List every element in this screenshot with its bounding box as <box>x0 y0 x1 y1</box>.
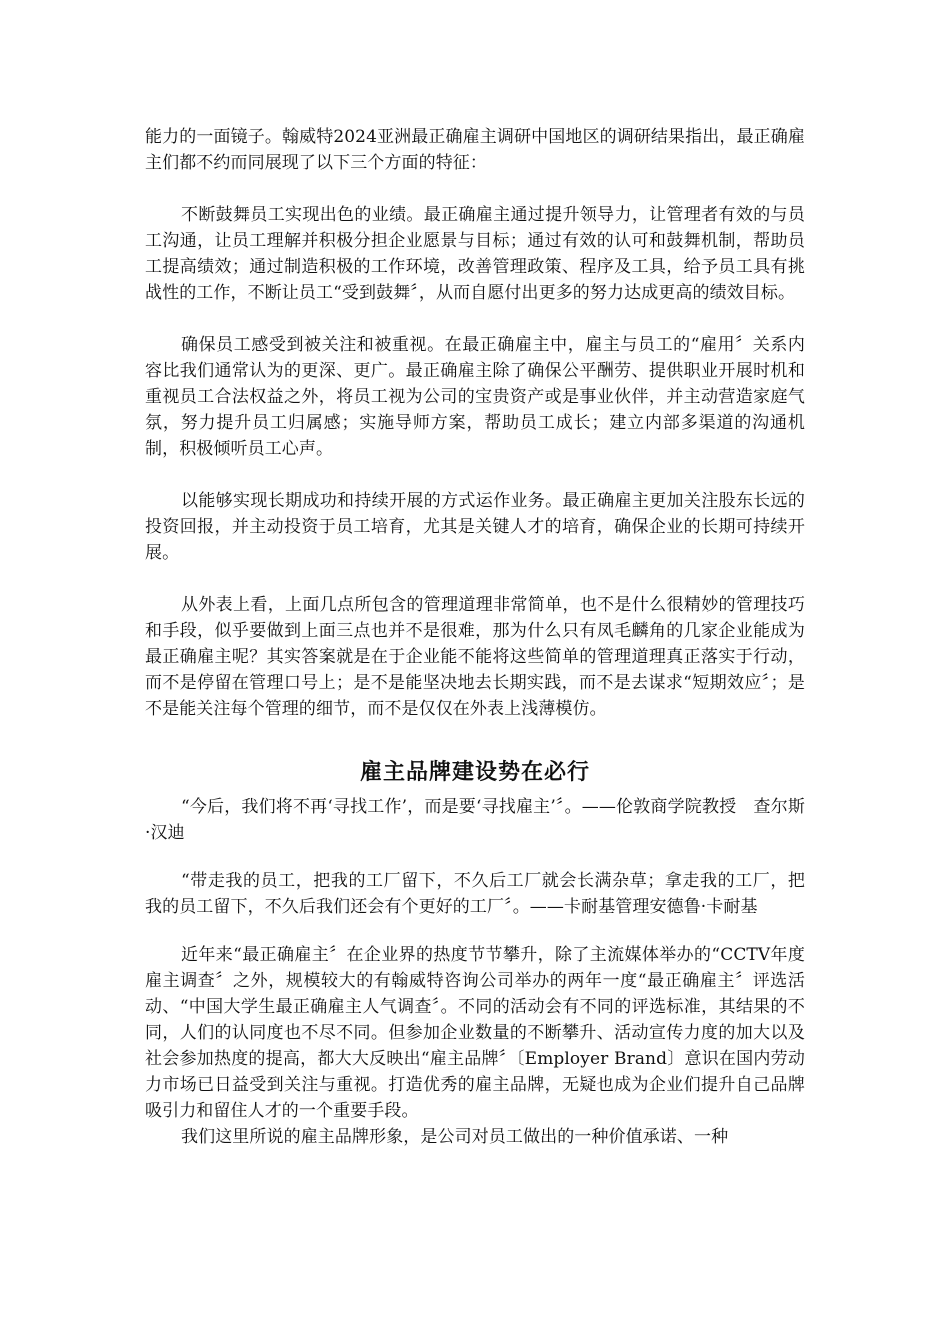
feature-paragraph-longterm: 以能够实现长期成功和持续开展的方式运作业务。最正确雇主更加关注股东长远的投资回报，并主动投资于员工培育，尤其是关键人才的培育，确保企业的长期可持续开展。 <box>145 491 805 563</box>
feature-paragraph-inspire: 不断鼓舞员工实现出色的业绩。最正确雇主通过提升领导力，让管理者有效的与员工沟通，让员工理解并积极分担企业愿景与目标；通过有效的认可和鼓舞机制，帮助员工提高绩效；通过制造积极的工作环境，改善管理政策、程序及工具，给予员工具有挑战性的工作，不断让员工“受到鼓舞〞，从而自愿付出更多的努力达成更高的绩效目标。 <box>145 205 805 303</box>
quote-handy: “今后，我们将不再‘寻找工作’，而是要‘寻找雇主’〞。——伦敦商学院教授 查尔斯·汉迪 <box>145 797 805 843</box>
analysis-paragraph: 从外表上看，上面几点所包含的管理道理非常简单，也不是什么很精妙的管理技巧和手段，似乎要做到上面三点也并不是很难，那为什么只有凤毛麟角的几家企业能成为最正确雇主呢？其实答案就是在于企业能不能将这些简单的管理道理真正落实于行动，而不是停留在管理口号上；是不是能坚决地去长期实践，而不是去谋求“短期效应〞；是不是能关注每个管理的细节，而不是仅仅在外表上浅薄模仿。 <box>145 595 805 719</box>
quote-carnegie: “带走我的员工，把我的工厂留下，不久后工厂就会长满杂草；拿走我的工厂，把我的员工留下，不久后我们还会有个更好的工厂〞。——卡耐基管理安德鲁·卡耐基 <box>145 871 805 917</box>
body-paragraph-2: 我们这里所说的雇主品牌形象，是公司对员工做出的一种价值承诺、一种 <box>181 1127 729 1147</box>
body-paragraph-1: 近年来“最正确雇主〞在企业界的热度节节攀升，除了主流媒体举办的“CCTV年度雇主调查〞之外，规模较大的有翰威特咨询公司举办的两年一度“最正确雇主〞评选活动、“中国大学生最正确雇主人气调查〞。不同的活动会有不同的评选标准，其结果的不同，人们的认同度也不尽不同。但参加企业数量的不断攀升、活动宣传力度的加大以及社会参加热度的提高，都大大反映出“雇主品牌〞〔Employer Brand〕意识在国内劳动力市场已日益受到关注与重视。打造优秀的雇主品牌，无疑也成为企业们提升自己品牌吸引力和留住人才的一个重要手段。 <box>145 945 805 1121</box>
section-heading: 雇主品牌建设势在必行 <box>359 760 590 785</box>
feature-paragraph-attention: 确保员工感受到被关注和被重视。在最正确雇主中，雇主与员工的“雇用〞关系内容比我们通常认为的更深、更广。最正确雇主除了确保公平酬劳、提供职业开展时机和重视员工合法权益之外，将员工视为公司的宝贵资产或是事业伙伴，并主动营造家庭气氛，努力提升员工归属感；实施导师方案，帮助员工成长；建立内部多渠道的沟通机制，积极倾听员工心声。 <box>145 335 805 459</box>
document-page <box>145 124 805 1150</box>
intro-paragraph-1: 能力的一面镜子。翰威特2024亚洲最正确雇主调研中国地区的调研结果指出，最正确雇主们都不约而同展现了以下三个方面的特征： <box>145 127 805 173</box>
